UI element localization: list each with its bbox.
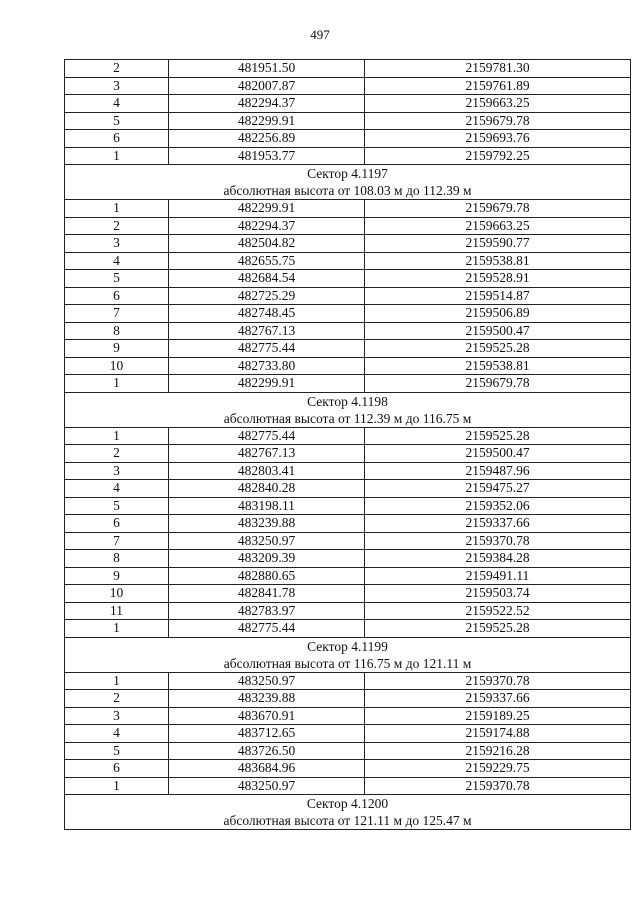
table-row (65, 515, 631, 533)
page-number: 497 (310, 27, 330, 42)
point-number-cell: 1 (65, 427, 169, 445)
x-coordinate-cell: 482256.89 (169, 130, 365, 148)
y-coordinate-cell: 2159522.52 (365, 602, 631, 620)
x-coordinate-cell: 482775.44 (169, 427, 365, 445)
point-number-cell: 1 (65, 620, 169, 638)
x-coordinate-cell: 482840.28 (169, 480, 365, 498)
y-coordinate-cell: 2159538.81 (365, 357, 631, 375)
sector-header-row (65, 392, 631, 427)
x-coordinate-cell: 482775.44 (169, 620, 365, 638)
point-number-cell: 7 (65, 305, 169, 323)
y-coordinate-cell: 2159679.78 (365, 375, 631, 393)
table-row (65, 130, 631, 148)
point-number-cell: 4 (65, 480, 169, 498)
point-number-cell: 1 (65, 777, 169, 795)
x-coordinate-cell: 482880.65 (169, 567, 365, 585)
point-number-cell: 5 (65, 497, 169, 515)
table-row (65, 760, 631, 778)
point-number-cell: 6 (65, 287, 169, 305)
sector-height-range: абсолютная высота от 108.03 м до 112.39 м (223, 183, 472, 198)
x-coordinate-cell: 482748.45 (169, 305, 365, 323)
sector-header-row (65, 637, 631, 672)
x-coordinate-cell: 483250.97 (169, 532, 365, 550)
y-coordinate-cell: 2159506.89 (365, 305, 631, 323)
y-coordinate-cell: 2159693.76 (365, 130, 631, 148)
point-number-cell: 3 (65, 707, 169, 725)
table-row (65, 427, 631, 445)
y-coordinate-cell: 2159538.81 (365, 252, 631, 270)
y-coordinate-cell: 2159792.25 (365, 147, 631, 165)
y-coordinate-cell: 2159525.28 (365, 620, 631, 638)
table-row (65, 550, 631, 568)
y-coordinate-cell: 2159229.75 (365, 760, 631, 778)
point-number-cell: 8 (65, 322, 169, 340)
y-coordinate-cell: 2159590.77 (365, 235, 631, 253)
sector-height-range: абсолютная высота от 121.11 м до 125.47 м (223, 813, 472, 828)
x-coordinate-cell: 481951.50 (169, 60, 365, 78)
sector-header (65, 795, 631, 830)
y-coordinate-cell: 2159500.47 (365, 445, 631, 463)
table-row (65, 777, 631, 795)
y-coordinate-cell: 2159525.28 (365, 340, 631, 358)
x-coordinate-cell: 482504.82 (169, 235, 365, 253)
sector-height-range: абсолютная высота от 112.39 м до 116.75 м (223, 410, 472, 426)
table-row (65, 235, 631, 253)
x-coordinate-cell: 483726.50 (169, 742, 365, 760)
table-row (65, 707, 631, 725)
point-number-cell: 5 (65, 112, 169, 130)
y-coordinate-cell: 2159500.47 (365, 322, 631, 340)
x-coordinate-cell: 483670.91 (169, 707, 365, 725)
x-coordinate-cell: 481953.77 (169, 147, 365, 165)
point-number-cell: 7 (65, 532, 169, 550)
point-number-cell: 2 (65, 445, 169, 463)
point-number-cell: 6 (65, 760, 169, 778)
y-coordinate-cell: 2159503.74 (365, 585, 631, 603)
x-coordinate-cell: 482294.37 (169, 217, 365, 235)
point-number-cell: 3 (65, 77, 169, 95)
coordinates-table-body (65, 60, 631, 830)
x-coordinate-cell: 482767.13 (169, 445, 365, 463)
x-coordinate-cell: 482655.75 (169, 252, 365, 270)
y-coordinate-cell: 2159761.89 (365, 77, 631, 95)
sector-height-range: абсолютная высота от 116.75 м до 121.11 м (223, 655, 472, 671)
point-number-cell: 11 (65, 602, 169, 620)
x-coordinate-cell: 482775.44 (169, 340, 365, 358)
point-number-cell: 1 (65, 672, 169, 690)
point-number-cell: 9 (65, 567, 169, 585)
sector-header (65, 637, 631, 672)
x-coordinate-cell: 483239.88 (169, 515, 365, 533)
table-row (65, 357, 631, 375)
table-row (65, 585, 631, 603)
x-coordinate-cell: 482299.91 (169, 375, 365, 393)
table-row (65, 287, 631, 305)
point-number-cell: 6 (65, 130, 169, 148)
table-row (65, 497, 631, 515)
x-coordinate-cell: 482783.97 (169, 602, 365, 620)
table-row (65, 305, 631, 323)
x-coordinate-cell: 482803.41 (169, 462, 365, 480)
x-coordinate-cell: 482841.78 (169, 585, 365, 603)
y-coordinate-cell: 2159663.25 (365, 217, 631, 235)
y-coordinate-cell: 2159384.28 (365, 550, 631, 568)
point-number-cell: 10 (65, 585, 169, 603)
point-number-cell: 2 (65, 217, 169, 235)
table-row (65, 567, 631, 585)
table-row (65, 112, 631, 130)
point-number-cell: 6 (65, 515, 169, 533)
table-row (65, 322, 631, 340)
y-coordinate-cell: 2159679.78 (365, 112, 631, 130)
x-coordinate-cell: 483198.11 (169, 497, 365, 515)
point-number-cell: 3 (65, 235, 169, 253)
y-coordinate-cell: 2159370.78 (365, 672, 631, 690)
table-row (65, 620, 631, 638)
sector-title: Сектор 4.1198 (307, 393, 388, 409)
x-coordinate-cell: 482007.87 (169, 77, 365, 95)
y-coordinate-cell: 2159370.78 (365, 777, 631, 795)
y-coordinate-cell: 2159337.66 (365, 515, 631, 533)
sector-title: Сектор 4.1199 (307, 638, 388, 654)
table-row (65, 60, 631, 78)
point-number-cell: 2 (65, 60, 169, 78)
y-coordinate-cell: 2159679.78 (365, 200, 631, 218)
x-coordinate-cell: 482767.13 (169, 322, 365, 340)
point-number-cell: 5 (65, 270, 169, 288)
y-coordinate-cell: 2159781.30 (365, 60, 631, 78)
y-coordinate-cell: 2159491.11 (365, 567, 631, 585)
y-coordinate-cell: 2159189.25 (365, 707, 631, 725)
table-row (65, 375, 631, 393)
sector-title: Сектор 4.1197 (307, 166, 388, 181)
point-number-cell: 1 (65, 147, 169, 165)
x-coordinate-cell: 482299.91 (169, 112, 365, 130)
x-coordinate-cell: 482684.54 (169, 270, 365, 288)
point-number-cell: 2 (65, 690, 169, 708)
x-coordinate-cell: 483250.97 (169, 672, 365, 690)
point-number-cell: 5 (65, 742, 169, 760)
table-row (65, 462, 631, 480)
y-coordinate-cell: 2159525.28 (365, 427, 631, 445)
table-row (65, 532, 631, 550)
y-coordinate-cell: 2159663.25 (365, 95, 631, 113)
point-number-cell: 10 (65, 357, 169, 375)
sector-header (65, 165, 631, 200)
sector-header-row (65, 795, 631, 830)
sector-header-row (65, 165, 631, 200)
table-row (65, 672, 631, 690)
table-row (65, 252, 631, 270)
x-coordinate-cell: 483684.96 (169, 760, 365, 778)
x-coordinate-cell: 483250.97 (169, 777, 365, 795)
table-row (65, 690, 631, 708)
y-coordinate-cell: 2159475.27 (365, 480, 631, 498)
x-coordinate-cell: 482299.91 (169, 200, 365, 218)
y-coordinate-cell: 2159528.91 (365, 270, 631, 288)
table-row (65, 200, 631, 218)
y-coordinate-cell: 2159174.88 (365, 725, 631, 743)
point-number-cell: 9 (65, 340, 169, 358)
table-row (65, 602, 631, 620)
y-coordinate-cell: 2159514.87 (365, 287, 631, 305)
table-row (65, 725, 631, 743)
point-number-cell: 3 (65, 462, 169, 480)
sector-header (65, 392, 631, 427)
x-coordinate-cell: 482294.37 (169, 95, 365, 113)
table-row (65, 77, 631, 95)
sector-title: Сектор 4.1200 (306, 796, 389, 811)
table-row (65, 95, 631, 113)
table-row (65, 217, 631, 235)
point-number-cell: 1 (65, 375, 169, 393)
x-coordinate-cell: 482725.29 (169, 287, 365, 305)
y-coordinate-cell: 2159216.28 (365, 742, 631, 760)
table-row (65, 270, 631, 288)
y-coordinate-cell: 2159487.96 (365, 462, 631, 480)
y-coordinate-cell: 2159337.66 (365, 690, 631, 708)
table-row (65, 445, 631, 463)
x-coordinate-cell: 483209.39 (169, 550, 365, 568)
coordinates-table (64, 59, 631, 830)
table-row (65, 340, 631, 358)
y-coordinate-cell: 2159370.78 (365, 532, 631, 550)
table-row (65, 147, 631, 165)
table-row (65, 742, 631, 760)
point-number-cell: 4 (65, 725, 169, 743)
point-number-cell: 8 (65, 550, 169, 568)
point-number-cell: 4 (65, 95, 169, 113)
table-row (65, 480, 631, 498)
x-coordinate-cell: 483239.88 (169, 690, 365, 708)
x-coordinate-cell: 483712.65 (169, 725, 365, 743)
point-number-cell: 4 (65, 252, 169, 270)
y-coordinate-cell: 2159352.06 (365, 497, 631, 515)
point-number-cell: 1 (65, 200, 169, 218)
x-coordinate-cell: 482733.80 (169, 357, 365, 375)
